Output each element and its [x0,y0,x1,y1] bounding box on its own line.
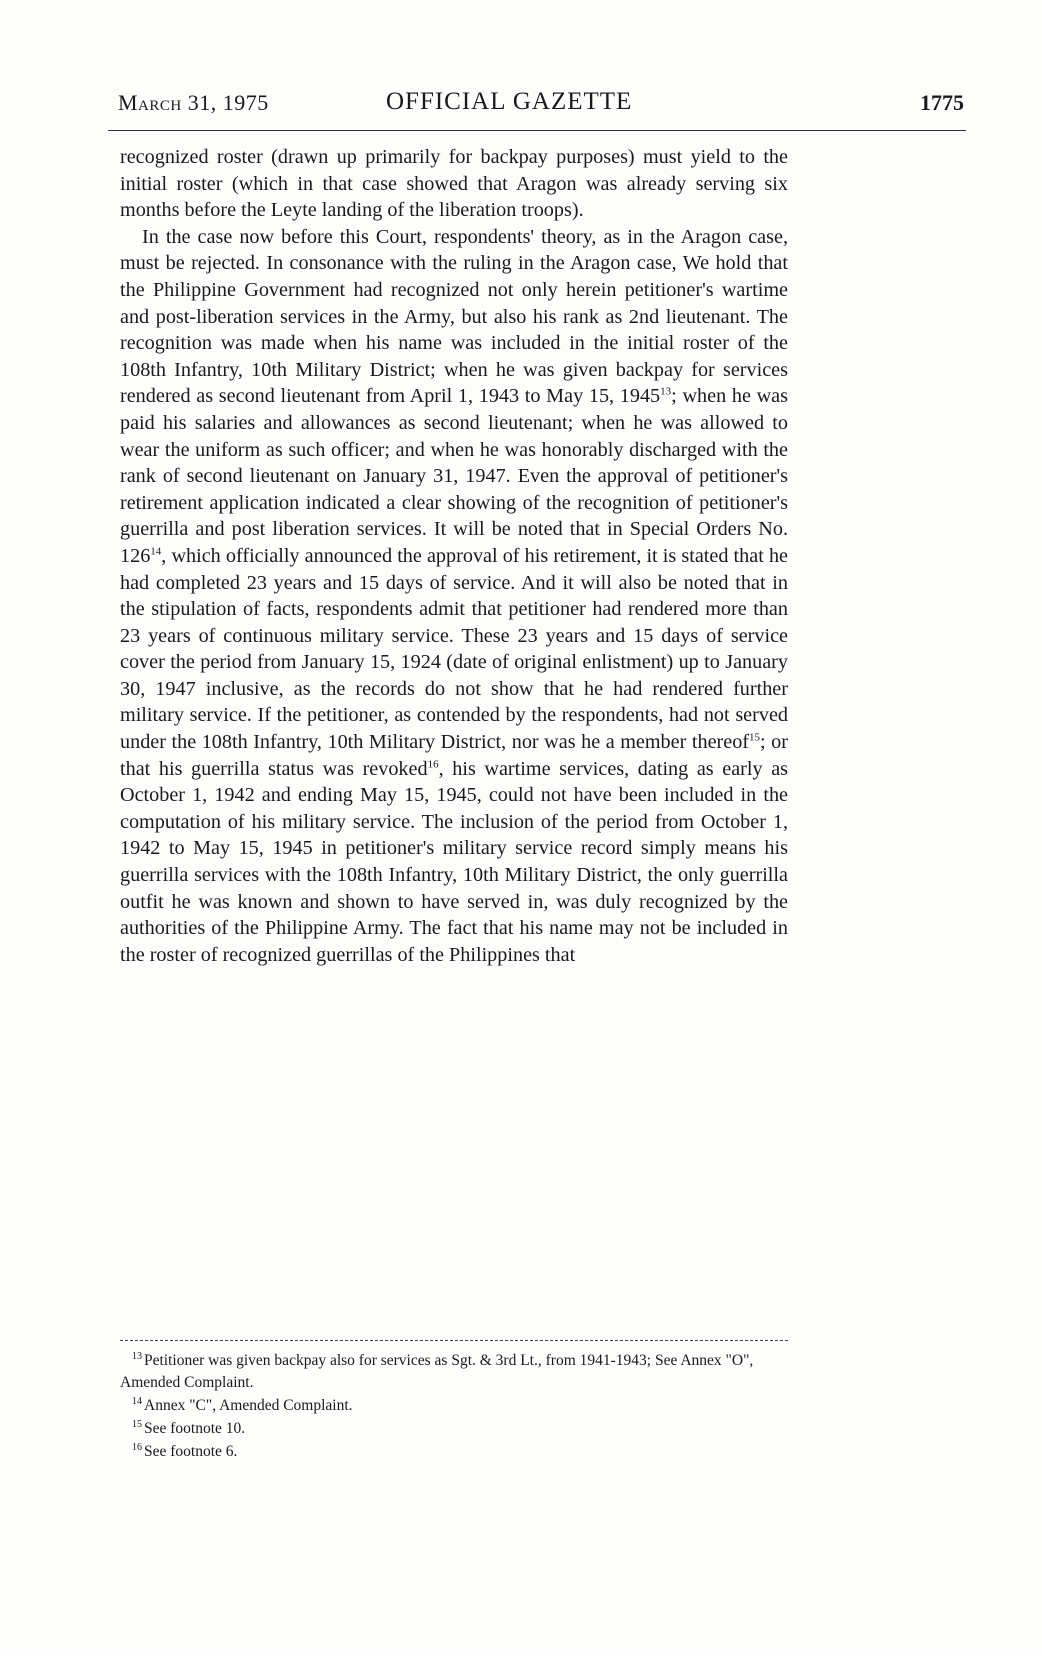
footnote-13 [120,1350,788,1394]
footnote-number: 14 [132,1395,142,1407]
footnote-text: See footnote 6. [144,1443,238,1460]
footnotes [120,1350,788,1464]
footnote-divider [120,1340,788,1341]
paragraph-2-part-c: , which officially announced the approval of his retirement, it is stated that he had completed 23 years and 15 days of service. And it will also be noted that in the stipulation of facts, respondents admit that petitioner had rendered more than 23 years of continuous military service. These 23 years and 15 days of service cover the period from January 15, 1924 (date of original enlistment) up to January 30, 1947 inclusive, as the records do not show that he had rendered further military service. If the petitioner, as contended by the respondents, had not served under the 108th Infantry, 10th Military District, nor was he a member thereof [120,544,788,754]
header-date: March 31, 1975 [118,90,269,115]
footnote-14 [120,1395,788,1417]
paragraph-1: recognized roster (drawn up primarily for backpay purposes) must yield to the initial roster (which in that case showed that Aragon was already serving six months before the Leyte landing of the liberation troops). [120,146,788,222]
page-header [118,86,964,122]
footnote-15 [120,1418,788,1440]
footnote-text: Petitioner was given backpay also for services as Sgt. & 3rd Lt., from 1941-1943; See Annex "O", Amended Complaint. [120,1352,754,1391]
paragraph-2-part-e: , his wartime services, dating as early as October 1, 1942 and ending May 15, 1945, could not have been included in the computation of his military service. The inclusion of the period from October 1, 1942 to May 15, 1945 in petitioner's military service record simply means his guerrilla services with the 108th Infantry, 10th Military District, the only guerrilla outfit he was known and shown to have served in, was duly recognized by the authorities of the Philippine Army. The fact that his name may not be included in the roster of recognized guerrillas of the Philippines that [120,757,789,966]
footnote-16 [120,1441,788,1463]
footnote-number: 13 [132,1350,142,1362]
header-title: OFFICIAL GAZETTE [386,88,633,115]
footnote-ref-15: 15 [749,731,761,744]
footnote-ref-16: 16 [427,757,439,770]
footnote-number: 15 [132,1418,142,1430]
footnote-ref-13: 13 [660,385,672,398]
paragraph-2-part-d: ; or that his guerrilla status was revoked [120,731,788,780]
footnote-ref-14: 14 [150,545,162,558]
footnote-text: See footnote 10. [144,1420,246,1437]
header-page-number: 1775 [920,90,964,115]
footnote-text: Annex "C", Amended Complaint. [144,1397,353,1414]
header-divider [108,130,966,131]
paragraph-2-part-b: ; when he was paid his salaries and allowances as second lieutenant; when he was allowed to wear the uniform as such officer; and when he was honorably discharged with the rank of second lieutenant on January 31, 1947. Even the approval of petitioner's retirement application indicated a clear showing of the recognition of petitioner's guerrilla and post liberation services. It will be noted that in Special Orders No. 126 [120,385,788,567]
paragraph-2 [120,224,788,969]
paragraph-2-part-a: In the case now before this Court, respondents' theory, as in the Aragon case, must be rejected. In consonance with the ruling in the Aragon case, We hold that the Philippine Government had recognized not only herein petitioner's wartime and post-liberation services in the Army, but also his rank as 2nd lieutenant. The recognition was made when his name was included in the initial roster of the 108th Infantry, 10th Military District; when he was given backpay for services rendered as second lieutenant from April 1, 1943 to May 15, 1945 [120,225,788,408]
footnote-number: 16 [132,1441,142,1453]
